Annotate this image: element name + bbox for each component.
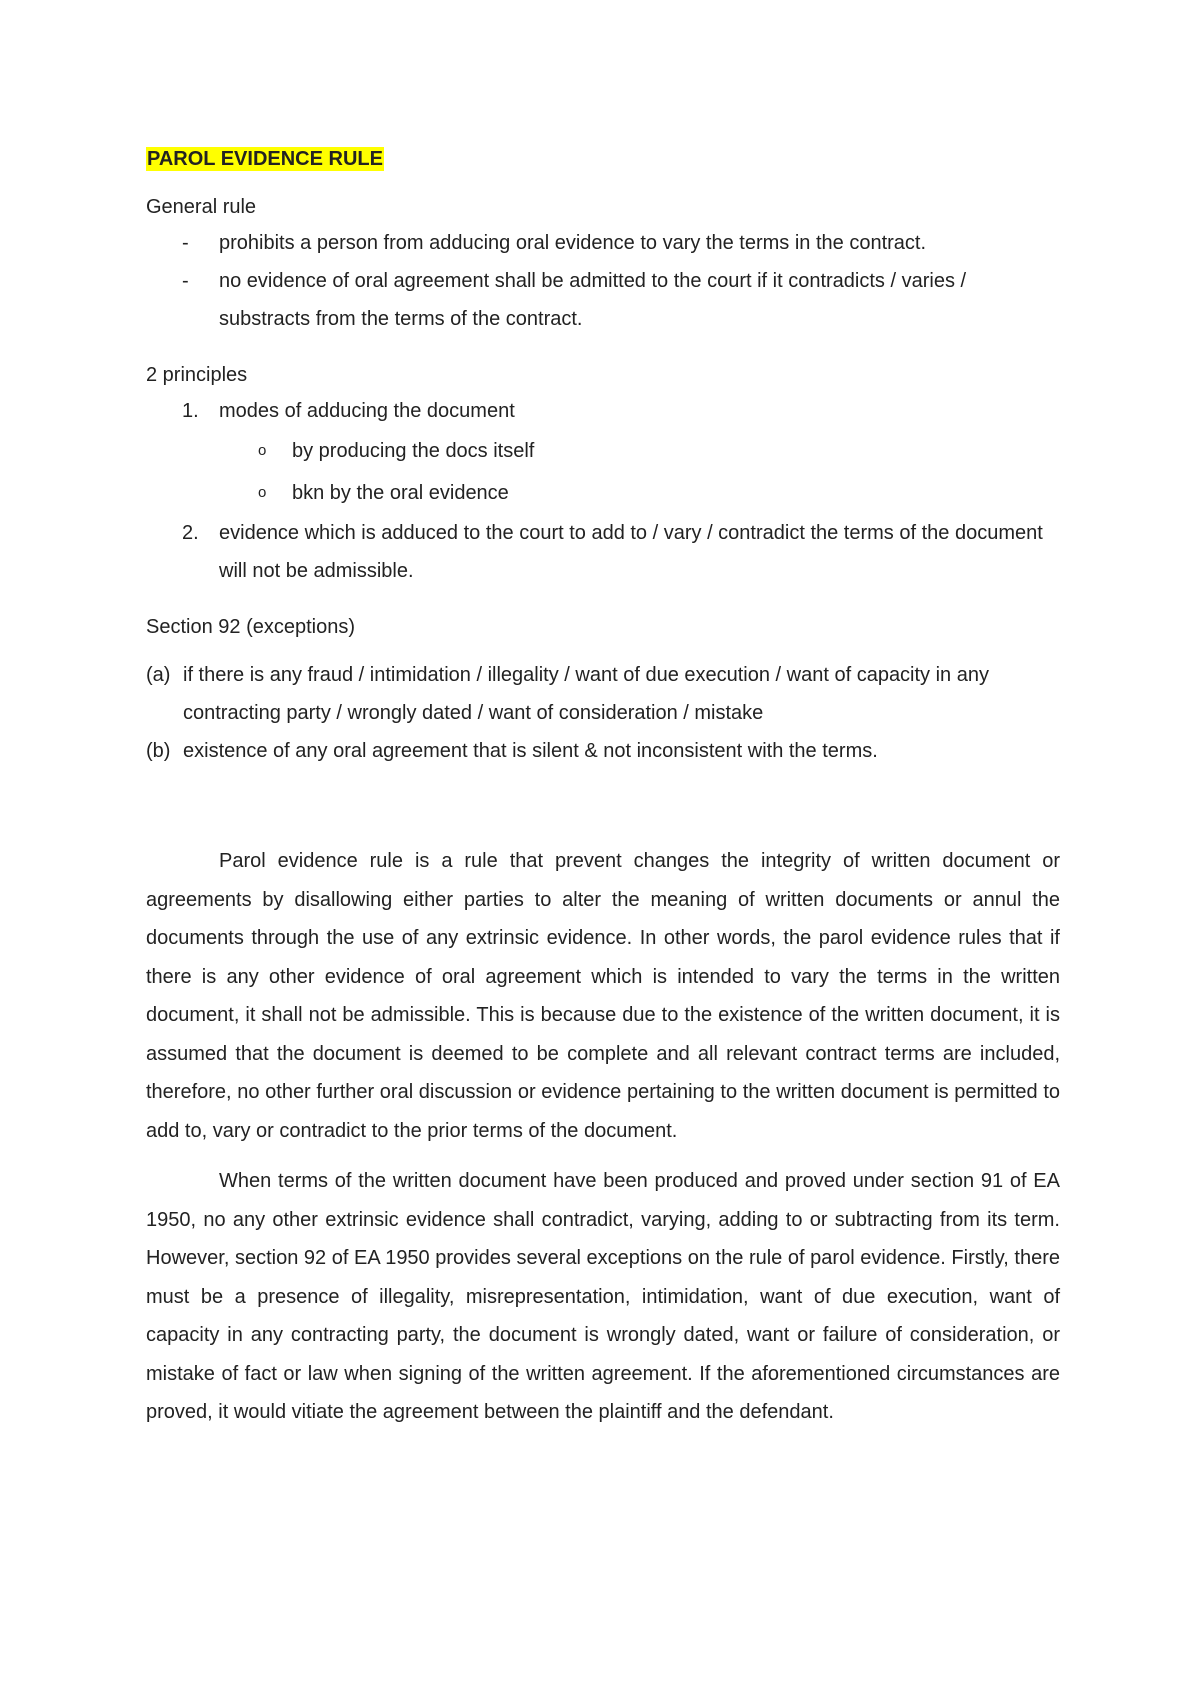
section92-heading: Section 92 (exceptions) bbox=[146, 616, 356, 638]
sub-list-item-text: by producing the docs itself bbox=[292, 440, 535, 462]
list-item bbox=[146, 262, 1060, 338]
principles-list bbox=[146, 392, 1060, 590]
list-number: 2. bbox=[182, 522, 199, 544]
list-item-text: modes of adducing the document bbox=[219, 400, 515, 422]
list-item-text: no evidence of oral agreement shall be admitted to the court if it contradicts / varies / substracts from the terms of the contract. bbox=[219, 270, 967, 330]
list-item bbox=[146, 732, 1060, 770]
dash-bullet-icon: - bbox=[182, 270, 189, 292]
list-item bbox=[146, 514, 1060, 590]
section92-exceptions-list bbox=[146, 656, 1060, 770]
general-rule-list bbox=[146, 224, 1060, 338]
body-paragraph: Parol evidence rule is a rule that prevent changes the integrity of written document or agreements by disallowing either parties to alter the meaning of written documents or annul the documents through the use of any extrinsic evidence. In other words, the parol evidence rules that if there is any other evidence of oral agreement which is intended to vary the terms in the written document, it shall not be admissible. This is because due to the existence of the written document, it is assumed that the document is deemed to be complete and all relevant contract terms are included, therefore, no other further oral discussion or evidence pertaining to the written document is permitted to add to, vary or contradict to the prior terms of the document. bbox=[146, 850, 1060, 1142]
sub-list-item bbox=[146, 430, 1060, 472]
highlighted-title-text: PAROL EVIDENCE RULE bbox=[147, 148, 383, 170]
list-letter: (a) bbox=[146, 664, 171, 686]
dash-bullet-icon: - bbox=[182, 232, 189, 254]
circle-bullet-icon: o bbox=[258, 442, 267, 459]
list-letter: (b) bbox=[146, 740, 171, 762]
document-body bbox=[146, 144, 1060, 1432]
list-item bbox=[146, 656, 1060, 732]
sub-list-item bbox=[146, 472, 1060, 514]
list-item-text: evidence which is adduced to the court to add to / vary / contradict the terms of the document will not be admissible. bbox=[219, 522, 1043, 582]
list-item bbox=[146, 392, 1060, 430]
list-number: 1. bbox=[182, 400, 199, 422]
list-item-text: if there is any fraud / intimidation / illegality / want of due execution / want of capacity in any contracting party / wrongly dated / want of consideration / mistake bbox=[183, 664, 989, 724]
sub-list-item-text: bkn by the oral evidence bbox=[292, 482, 509, 504]
list-item-text: prohibits a person from adducing oral evidence to vary the terms in the contract. bbox=[219, 232, 927, 254]
circle-bullet-icon: o bbox=[258, 484, 267, 501]
list-item-text: existence of any oral agreement that is silent & not inconsistent with the terms. bbox=[183, 740, 878, 762]
general-rule-heading: General rule bbox=[146, 196, 257, 218]
body-paragraph: When terms of the written document have been produced and proved under section 91 of EA 1950, no any other extrinsic evidence shall contradict, varying, adding to or subtracting from its term. However, section 92 of EA 1950 provides several exceptions on the rule of parol evidence. Firstly, there must be a presence of illegality, misrepresentation, intimidation, want of due execution, want of capacity in any contracting party, the document is wrongly dated, want or failure of consideration, or mistake of fact or law when signing of the written agreement. If the aforementioned circumstances are proved, it would vitiate the agreement between the plaintiff and the defendant. bbox=[146, 1170, 1060, 1423]
principles-heading: 2 principles bbox=[146, 364, 248, 386]
document-title bbox=[146, 144, 1060, 174]
list-item bbox=[146, 224, 1060, 262]
